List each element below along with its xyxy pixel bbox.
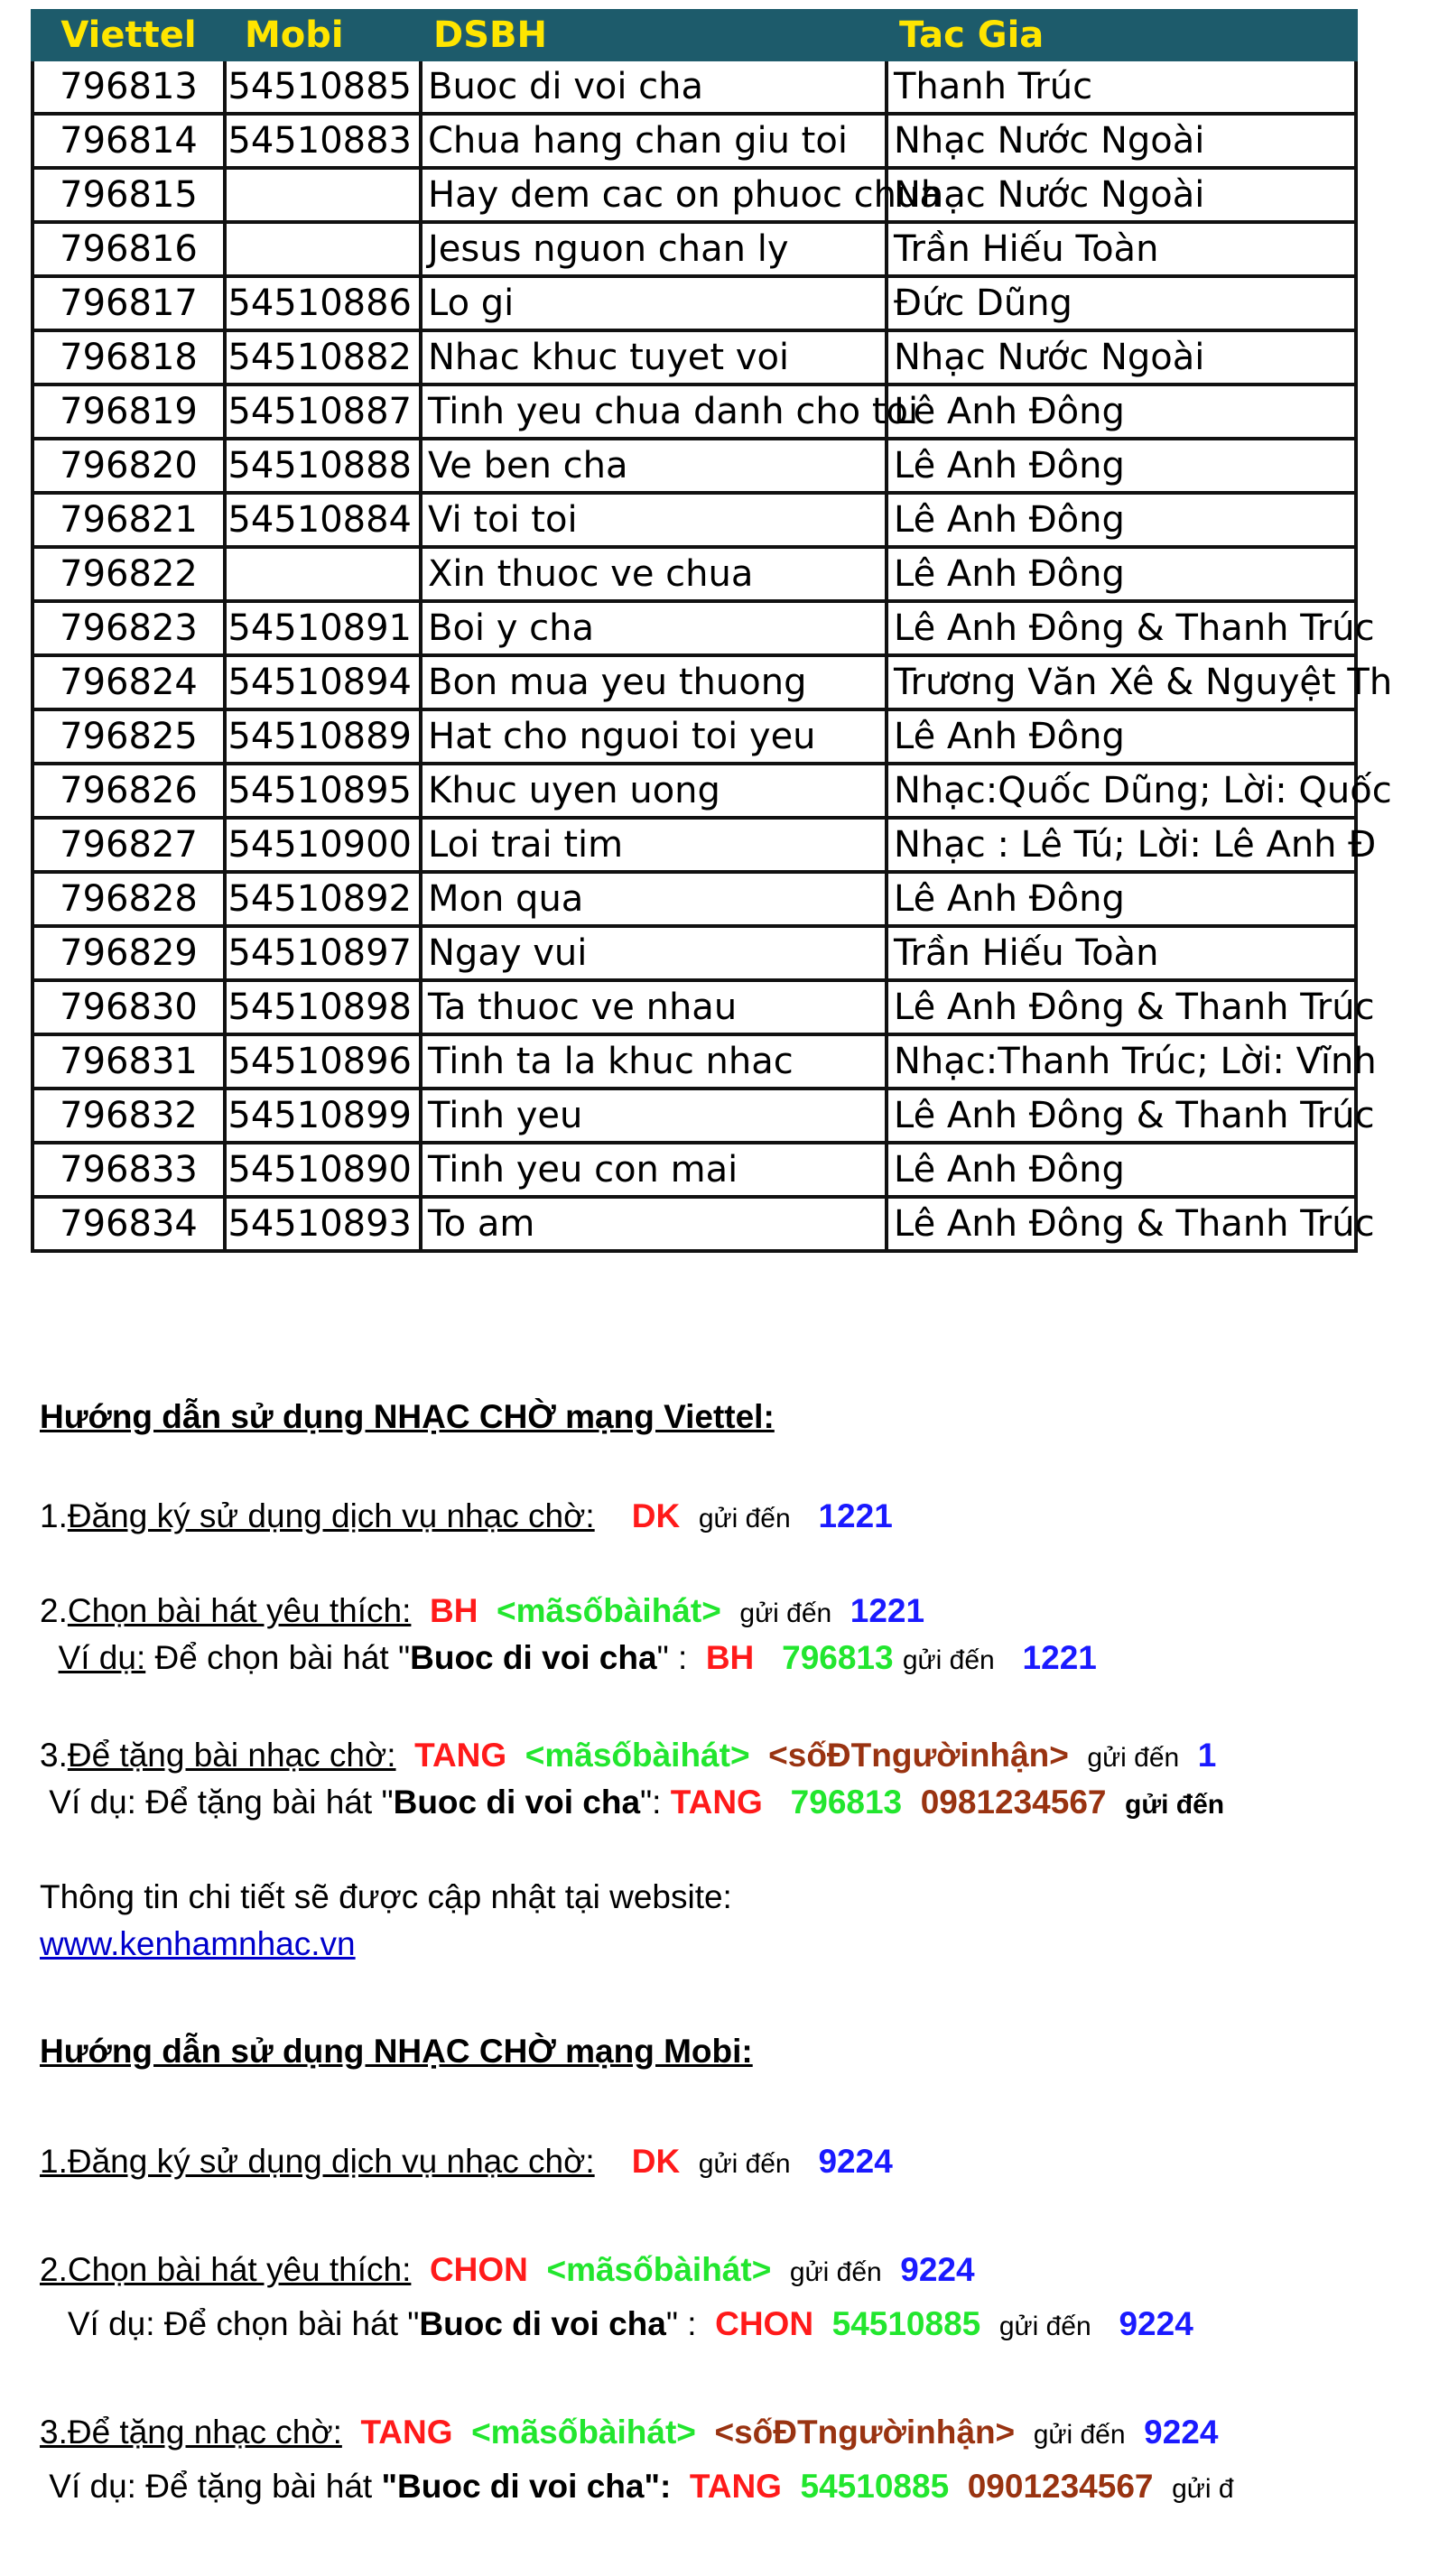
viettel-ex3-song: Buoc di voi cha — [393, 1784, 641, 1821]
mobi-ex3-code: 54510885 — [800, 2468, 950, 2505]
cell-dsbh: Ve ben cha — [422, 440, 888, 495]
cell-mobi: 54510890 — [227, 1144, 422, 1199]
mobi-send-to: gửi đến — [698, 2149, 791, 2179]
viettel-number-cut: 1 — [1197, 1737, 1217, 1774]
viettel-ex3-code: 796813 — [790, 1784, 903, 1821]
cell-dsbh: Jesus nguon chan ly — [422, 224, 888, 278]
cell-viettel: 796819 — [31, 386, 227, 440]
cell-mobi: 54510883 — [227, 116, 422, 170]
table-row — [31, 495, 1358, 549]
viettel-step1-num: 1. — [40, 1497, 68, 1534]
table-row — [31, 765, 1392, 820]
viettel-ex-text: Để chọn bài hát " — [145, 1639, 411, 1676]
cell-tac-gia: Nhạc:Quốc Dũng; Lời: Quốc — [888, 765, 1358, 820]
mobi-song-code: <mãsốbàihát> — [471, 2414, 696, 2451]
cell-mobi — [227, 549, 422, 603]
viettel-send-to: gửi đến — [698, 1504, 791, 1534]
cell-mobi — [227, 170, 422, 224]
viettel-ex-cmd: BH — [705, 1639, 755, 1676]
cell-mobi: 54510893 — [227, 1199, 422, 1253]
mobi-step3-label: 3.Để tặng nhạc chờ: — [40, 2414, 342, 2451]
viettel-step2 — [40, 1589, 1360, 1636]
cell-viettel: 796820 — [31, 440, 227, 495]
cell-mobi: 54510889 — [227, 711, 422, 765]
ringtone-table — [31, 9, 1393, 1253]
cell-dsbh: Loi trai tim — [422, 820, 888, 874]
cell-mobi: 54510895 — [227, 765, 422, 820]
cell-tac-gia: Trần Hiếu Toàn — [888, 928, 1358, 982]
cell-dsbh: Nhac khuc tuyet voi — [422, 332, 888, 386]
cell-mobi: 54510897 — [227, 928, 422, 982]
viettel-ex-send: gửi đến — [902, 1645, 995, 1675]
viettel-ex3-cmd: TANG — [670, 1784, 763, 1821]
viettel-title: Hướng dẫn sử dụng NHẠC CHỜ mạng Viettel: — [40, 1398, 775, 1435]
cell-mobi: 54510899 — [227, 1090, 422, 1144]
cell-dsbh: To am — [422, 1199, 888, 1253]
cell-mobi: 54510888 — [227, 440, 422, 495]
cell-viettel: 796829 — [31, 928, 227, 982]
mobi-cmd-tang: TANG — [360, 2414, 453, 2451]
cell-viettel: 796815 — [31, 170, 227, 224]
mobi-ex3-cmd: TANG — [689, 2468, 782, 2505]
table-row — [31, 1144, 1358, 1199]
table-row — [31, 711, 1358, 765]
mobi-send-to: gửi đến — [789, 2257, 882, 2287]
cell-dsbh: Hay dem cac on phuoc chua — [422, 170, 888, 224]
viettel-ex3-text: Ví dụ: Để tặng bài hát " — [49, 1784, 394, 1821]
viettel-ex-code: 796813 — [782, 1639, 894, 1676]
viettel-step1 — [40, 1494, 1360, 1542]
cell-dsbh: Ngay vui — [422, 928, 888, 982]
mobi-step1-label: 1.Đăng ký sử dụng dịch vụ nhạc chờ: — [40, 2143, 595, 2180]
info-text: Thông tin chi tiết sẽ được cập nhật tại website: — [40, 1878, 732, 1915]
cell-dsbh: Lo gi — [422, 278, 888, 332]
viettel-recipient: <sốĐTngườinhận> — [768, 1737, 1069, 1774]
cell-viettel: 796814 — [31, 116, 227, 170]
cell-viettel: 796822 — [31, 549, 227, 603]
viettel-ex-number: 1221 — [1022, 1639, 1097, 1676]
cell-viettel: 796828 — [31, 874, 227, 928]
cell-mobi: 54510898 — [227, 982, 422, 1036]
table-row — [31, 61, 1358, 116]
table-row — [31, 928, 1358, 982]
mobi-number: 9224 — [900, 2251, 975, 2288]
mobi-ex2-song: Buoc di voi cha — [419, 2305, 666, 2342]
viettel-ex3-send: gửi đến — [1125, 1790, 1225, 1820]
cell-tac-gia: Lê Anh Đông & Thanh Trúc — [888, 1199, 1358, 1253]
table-row — [31, 820, 1377, 874]
viettel-cmd-dk: DK — [631, 1497, 681, 1534]
mobi-ex3-phone: 0901234567 — [967, 2468, 1154, 2505]
viettel-ex-close: " : — [656, 1639, 688, 1676]
cell-tac-gia: Lê Anh Đông — [888, 874, 1358, 928]
viettel-send-to: gửi đến — [739, 1598, 832, 1628]
mobi-step1 — [40, 2139, 1360, 2187]
viettel-step1-label: Đăng ký sử dụng dịch vụ nhạc chờ: — [67, 1497, 595, 1534]
col-header-dsbh: DSBH — [433, 14, 547, 56]
table-row — [31, 603, 1375, 657]
cell-dsbh: Tinh yeu con mai — [422, 1144, 888, 1199]
website-line — [40, 1922, 1360, 1967]
cell-tac-gia: Lê Anh Đông — [888, 1144, 1358, 1199]
mobi-ex2-send: gửi đến — [998, 2312, 1091, 2341]
table-row — [31, 278, 1358, 332]
viettel-number: 1221 — [818, 1497, 893, 1534]
cell-mobi: 54510885 — [227, 61, 422, 116]
cell-mobi: 54510900 — [227, 820, 422, 874]
cell-dsbh: Ta thuoc ve nhau — [422, 982, 888, 1036]
cell-dsbh: Buoc di voi cha — [422, 61, 888, 116]
mobi-ex3-text: Ví dụ: Để tặng bài hát — [49, 2468, 382, 2505]
viettel-number: 1221 — [850, 1592, 925, 1629]
viettel-song-code: <mãsốbàihát> — [525, 1737, 750, 1774]
website-link[interactable]: www.kenhamnhac.vn — [40, 1925, 356, 1962]
cell-mobi: 54510892 — [227, 874, 422, 928]
mobi-ex2-cmd: CHON — [715, 2305, 814, 2342]
cell-dsbh: Chua hang chan giu toi — [422, 116, 888, 170]
cell-tac-gia: Lê Anh Đông & Thanh Trúc — [888, 1090, 1358, 1144]
cell-tac-gia: Lê Anh Đông — [888, 495, 1358, 549]
cell-tac-gia: Lê Anh Đông — [888, 711, 1358, 765]
table-row — [31, 116, 1358, 170]
mobi-recipient: <sốĐTngườinhận> — [714, 2414, 1016, 2451]
mobi-step3-example — [40, 2464, 1360, 2512]
viettel-step2-label: Chọn bài hát yêu thích: — [67, 1592, 412, 1629]
cell-dsbh: Khuc uyen uong — [422, 765, 888, 820]
cell-mobi: 54510886 — [227, 278, 422, 332]
mobi-step2-label: 2.Chọn bài hát yêu thích: — [40, 2251, 412, 2288]
mobi-ex2-close: " : — [665, 2305, 697, 2342]
cell-tac-gia: Lê Anh Đông — [888, 549, 1358, 603]
table-row — [31, 982, 1375, 1036]
cell-viettel: 796818 — [31, 332, 227, 386]
cell-viettel: 796826 — [31, 765, 227, 820]
mobi-ex3-send: gửi đ — [1172, 2474, 1234, 2504]
cell-tac-gia: Lê Anh Đông — [888, 386, 1358, 440]
cell-dsbh: Tinh ta la khuc nhac — [422, 1036, 888, 1090]
cell-dsbh: Xin thuoc ve chua — [422, 549, 888, 603]
table-row — [31, 386, 1358, 440]
cell-mobi — [227, 224, 422, 278]
cell-viettel: 796817 — [31, 278, 227, 332]
cell-mobi: 54510896 — [227, 1036, 422, 1090]
mobi-ex2-code: 54510885 — [831, 2305, 981, 2342]
cell-viettel: 796833 — [31, 1144, 227, 1199]
cell-tac-gia: Nhạc:Thanh Trúc; Lời: Vĩnh — [888, 1036, 1358, 1090]
mobi-song-code: <mãsốbàihát> — [546, 2251, 772, 2288]
mobi-title: Hướng dẫn sử dụng NHẠC CHỜ mạng Mobi: — [40, 2033, 753, 2070]
viettel-song-code: <mãsốbàihát> — [496, 1592, 721, 1629]
table-row — [31, 1036, 1377, 1090]
viettel-cmd-bh: BH — [429, 1592, 478, 1629]
cell-tac-gia: Nhạc : Lê Tú; Lời: Lê Anh Đ — [888, 820, 1358, 874]
cell-dsbh: Tinh yeu — [422, 1090, 888, 1144]
cell-viettel: 796834 — [31, 1199, 227, 1253]
cell-dsbh: Hat cho nguoi toi yeu — [422, 711, 888, 765]
table-row — [31, 332, 1358, 386]
viettel-ex-prefix: Ví dụ: — [58, 1639, 146, 1676]
cell-viettel: 796831 — [31, 1036, 227, 1090]
mobi-number: 9224 — [1144, 2414, 1219, 2451]
cell-viettel: 796825 — [31, 711, 227, 765]
mobi-cmd-dk: DK — [631, 2143, 681, 2180]
viettel-ex3-close: ": — [640, 1784, 662, 1821]
cell-tac-gia: Lê Anh Đông & Thanh Trúc — [888, 982, 1358, 1036]
cell-tac-gia: Thanh Trúc — [888, 61, 1358, 116]
col-header-viettel: Viettel — [60, 14, 197, 56]
col-header-mobi: Mobi — [245, 14, 344, 56]
cell-mobi: 54510891 — [227, 603, 422, 657]
cell-viettel: 796821 — [31, 495, 227, 549]
cell-mobi: 54510887 — [227, 386, 422, 440]
cell-viettel: 796823 — [31, 603, 227, 657]
viettel-step2-example — [40, 1635, 1360, 1683]
viettel-step2-num: 2. — [40, 1592, 68, 1629]
cell-viettel: 796827 — [31, 820, 227, 874]
mobi-step2 — [40, 2247, 1360, 2295]
table-row — [31, 1090, 1375, 1144]
viettel-step3-num: 3. — [40, 1737, 68, 1774]
viettel-step3-example — [40, 1780, 1360, 1828]
mobi-ex3-song: "Buoc di voi cha": — [381, 2468, 672, 2505]
cell-mobi: 54510884 — [227, 495, 422, 549]
cell-dsbh: Vi toi toi — [422, 495, 888, 549]
viettel-step3-label: Để tặng bài nhạc chờ: — [67, 1737, 396, 1774]
cell-viettel: 796824 — [31, 657, 227, 711]
viettel-ex3-phone: 0981234567 — [920, 1784, 1107, 1821]
table-row — [31, 549, 1358, 603]
cell-viettel: 796832 — [31, 1090, 227, 1144]
cell-tac-gia: Nhạc Nước Ngoài — [888, 170, 1358, 224]
table-header — [31, 9, 1358, 61]
viettel-send-to: gửi đến — [1087, 1743, 1180, 1773]
cell-viettel: 796813 — [31, 61, 227, 116]
cell-viettel: 796830 — [31, 982, 227, 1036]
table-row — [31, 1199, 1375, 1253]
cell-tac-gia: Trương Văn Xê & Nguyệt Th — [888, 657, 1358, 711]
mobi-step2-example — [40, 2302, 1360, 2349]
table-row — [31, 170, 1358, 224]
mobi-ex2-number: 9224 — [1119, 2305, 1193, 2342]
viettel-ex-song: Buoc di voi cha — [410, 1639, 657, 1676]
cell-dsbh: Tinh yeu chua danh cho toi — [422, 386, 888, 440]
cell-dsbh: Bon mua yeu thuong — [422, 657, 888, 711]
cell-tac-gia: Lê Anh Đông & Thanh Trúc — [888, 603, 1358, 657]
table-row — [31, 657, 1393, 711]
cell-tac-gia: Lê Anh Đông — [888, 440, 1358, 495]
cell-tac-gia: Trần Hiếu Toàn — [888, 224, 1358, 278]
col-header-tac-gia: Tac Gia — [899, 14, 1045, 56]
cell-tac-gia: Nhạc Nước Ngoài — [888, 116, 1358, 170]
table-row — [31, 874, 1358, 928]
table-row — [31, 224, 1358, 278]
viettel-cmd-tang: TANG — [414, 1737, 507, 1774]
table-row — [31, 440, 1358, 495]
mobi-number: 9224 — [818, 2143, 893, 2180]
mobi-step3 — [40, 2410, 1360, 2458]
cell-mobi: 54510894 — [227, 657, 422, 711]
cell-viettel: 796816 — [31, 224, 227, 278]
cell-tac-gia: Đức Dũng — [888, 278, 1358, 332]
mobi-send-to: gửi đến — [1033, 2420, 1126, 2450]
cell-mobi: 54510882 — [227, 332, 422, 386]
viettel-step3 — [40, 1733, 1360, 1781]
mobi-cmd-chon: CHON — [429, 2251, 528, 2288]
cell-dsbh: Mon qua — [422, 874, 888, 928]
cell-dsbh: Boi y cha — [422, 603, 888, 657]
mobi-ex2-text: Ví dụ: Để chọn bài hát " — [67, 2305, 420, 2342]
table-body — [31, 61, 1393, 1253]
cell-tac-gia: Nhạc Nước Ngoài — [888, 332, 1358, 386]
